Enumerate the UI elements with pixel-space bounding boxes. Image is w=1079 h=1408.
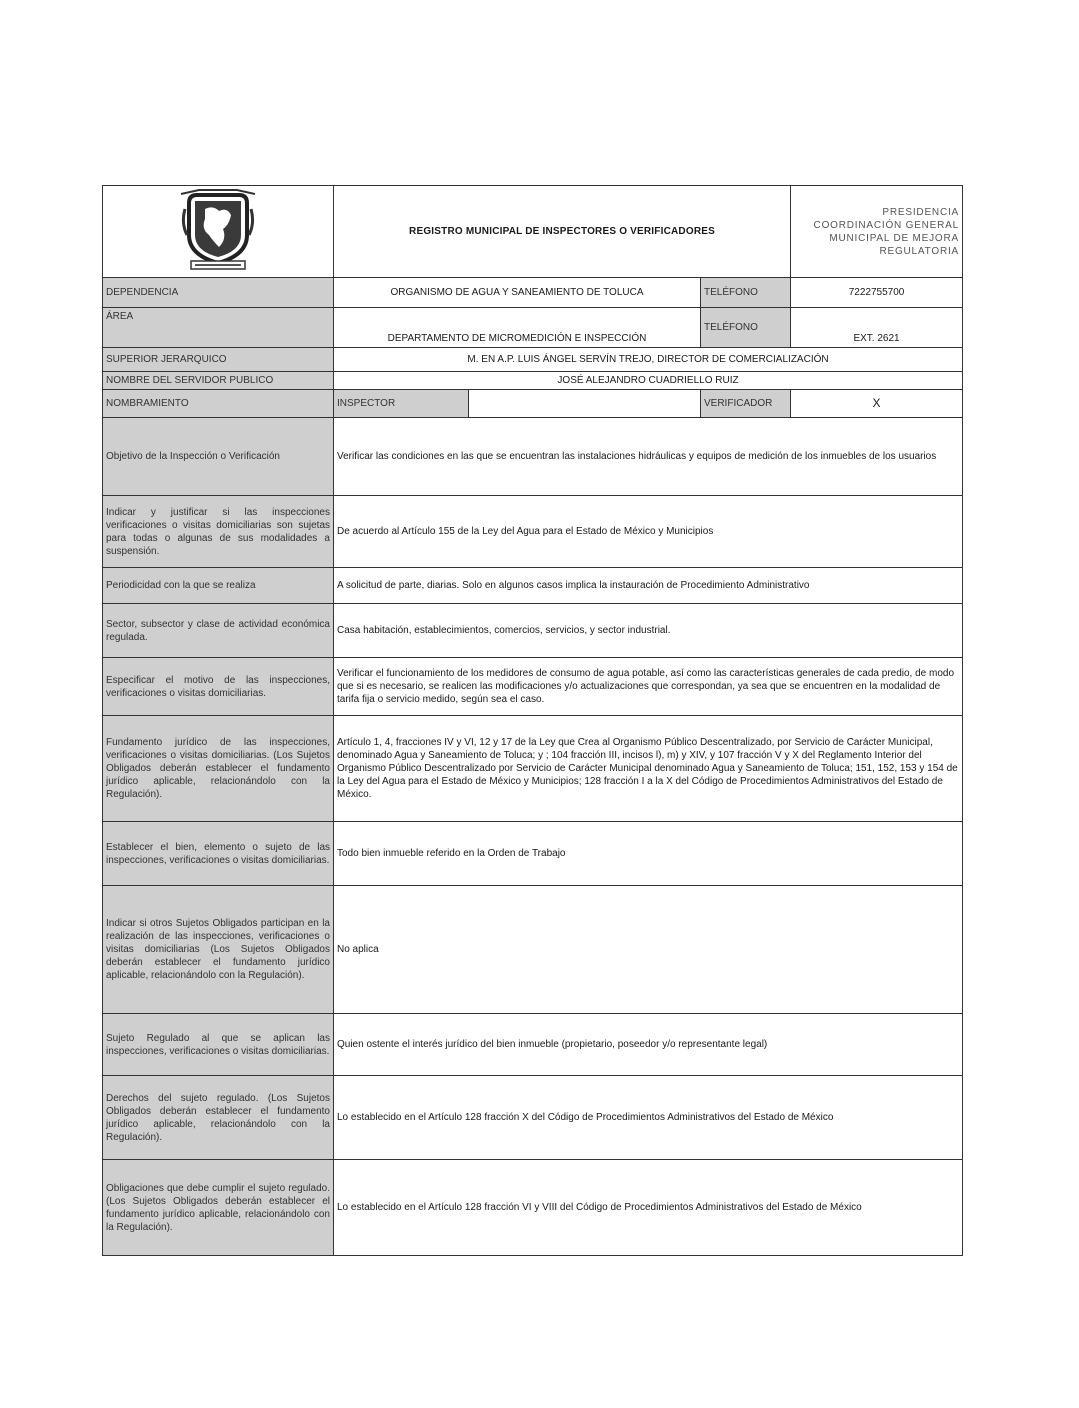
suspension-row — [103, 496, 963, 568]
inspector-value — [469, 390, 701, 418]
suspension-label: Indicar y justificar si las inspecciones verificaciones o visitas domiciliarias son sujetas para todas o algunas de sus modalidades a suspensión. — [103, 496, 334, 568]
area-label: ÁREA — [103, 308, 334, 348]
dependencia-label: DEPENDENCIA — [103, 278, 334, 308]
motivo-value: Verificar el funcionamiento de los medidores de consumo de agua potable, así como las características generales de cada predio, de modo que si es necesario, se realicen las modificaciones y/o actualizaciones que correspondan, ya sea que se encuentren en la modalidad de tarifa fija o servicio medido, según sea el caso. — [334, 658, 963, 716]
extension-value: EXT. 2621 — [791, 308, 963, 348]
form-title: REGISTRO MUNICIPAL DE INSPECTORES O VERIFICADORES — [334, 186, 791, 278]
inspector-registry-form — [102, 185, 963, 1256]
superior-label: SUPERIOR JERARQUICO — [103, 348, 334, 372]
dependencia-row — [103, 278, 963, 308]
fundamento-row — [103, 716, 963, 822]
obligaciones-row — [103, 1160, 963, 1256]
presidencia-line: MUNICIPAL DE MEJORA — [829, 232, 960, 244]
superior-value: M. EN A.P. LUIS ÁNGEL SERVÍN TREJO, DIRECTOR DE COMERCIALIZACIÓN — [334, 348, 963, 372]
otros-label: Indicar si otros Sujetos Obligados participan en la realización de las inspecciones, verificaciones o visitas domiciliarias (Los Sujetos Obligados deberán establecer el fundamento jurídico aplicable, relacionándolo con la Regulación). — [103, 886, 334, 1014]
verificador-label: VERIFICADOR — [701, 390, 791, 418]
inspector-label: INSPECTOR — [334, 390, 469, 418]
dependencia-value: ORGANISMO DE AGUA Y SANEAMIENTO DE TOLUCA — [334, 278, 701, 308]
sector-row — [103, 604, 963, 658]
derechos-row — [103, 1076, 963, 1160]
header-row — [103, 186, 963, 278]
otros-value: No aplica — [334, 886, 963, 1014]
sector-label: Sector, subsector y clase de actividad económica regulada. — [103, 604, 334, 658]
nombramiento-label: NOMBRAMIENTO — [103, 390, 334, 418]
presidencia-line: REGULATORIA — [879, 245, 960, 257]
extension-label: TELÉFONO — [701, 308, 791, 348]
bien-row — [103, 822, 963, 886]
servidor-value: JOSÉ ALEJANDRO CUADRIELLO RUIZ — [334, 372, 963, 390]
servidor-row — [103, 372, 963, 390]
area-value: DEPARTAMENTO DE MICROMEDICIÓN E INSPECCIÓN — [334, 308, 701, 348]
logo-cell — [103, 186, 334, 278]
obligaciones-value: Lo establecido en el Artículo 128 fracción VI y VIII del Código de Procedimientos Administrativos del Estado de México — [334, 1160, 963, 1256]
periodicidad-row — [103, 568, 963, 604]
servidor-label: NOMBRE DEL SERVIDOR PUBLICO — [103, 372, 334, 390]
periodicidad-label: Periodicidad con la que se realiza — [103, 568, 334, 604]
fundamento-label: Fundamento jurídico de las inspecciones, verificaciones o visitas domiciliarias. (Los Sujetos Obligados deberán establecer el fundamento jurídico aplicable, relacionándolo con la Regulación). — [103, 716, 334, 822]
verificador-value: X — [791, 390, 963, 418]
derechos-value: Lo establecido en el Artículo 128 fracción X del Código de Procedimientos Administrativos del Estado de México — [334, 1076, 963, 1160]
presidencia-block — [791, 186, 963, 278]
suspension-value: De acuerdo al Artículo 155 de la Ley del Agua para el Estado de México y Municipios — [334, 496, 963, 568]
objetivo-label: Objetivo de la Inspección o Verificación — [103, 418, 334, 496]
otros-row — [103, 886, 963, 1014]
superior-row — [103, 348, 963, 372]
area-row — [103, 308, 963, 348]
objetivo-value: Verificar las condiciones en las que se encuentran las instalaciones hidráulicas y equipos de medición de los inmuebles de los usuarios — [334, 418, 963, 496]
fundamento-value: Artículo 1, 4, fracciones IV y VI, 12 y 17 de la Ley que Crea al Organismo Público Descentralizado, por Servicio de Carácter Municipal, denominado Agua y Saneamiento de Toluca; y ; 104 fracción III, incisos l), m) y XIV, y 107 fracción V y X del Reglamento Interior del Organismo Público Descentralizado por Servicio de Carácter Municipal denominado Agua y Saneamiento de Toluca; 151, 152, 153 y 154 de la Ley del Agua para el Estado de México y Municipios; 128 fracción I a la X del Código de Procedimientos Administrativos del Estado de México. — [334, 716, 963, 822]
objetivo-row — [103, 418, 963, 496]
motivo-label: Especificar el motivo de las inspecciones, verificaciones o visitas domiciliarias. — [103, 658, 334, 716]
sujeto-value: Quien ostente el interés jurídico del bien inmueble (propietario, poseedor y/o representante legal) — [334, 1014, 963, 1076]
presidencia-line: PRESIDENCIA — [882, 206, 960, 218]
obligaciones-label: Obligaciones que debe cumplir el sujeto regulado. (Los Sujetos Obligados deberán establecer el fundamento jurídico aplicable, relacionándolo con la Regulación). — [103, 1160, 334, 1256]
sujeto-label: Sujeto Regulado al que se aplican las inspecciones, verificaciones o visitas domiciliarias. — [103, 1014, 334, 1076]
periodicidad-value: A solicitud de parte, diarias. Solo en algunos casos implica la instauración de Procedimiento Administrativo — [334, 568, 963, 604]
bien-label: Establecer el bien, elemento o sujeto de las inspecciones, verificaciones o visitas domiciliarias. — [103, 822, 334, 886]
telefono-value: 7222755700 — [791, 278, 963, 308]
derechos-label: Derechos del sujeto regulado. (Los Sujetos Obligados deberán establecer el fundamento jurídico aplicable, relacionándolo con la Regulación). — [103, 1076, 334, 1160]
nombramiento-row — [103, 390, 963, 418]
sujeto-row — [103, 1014, 963, 1076]
telefono-label: TELÉFONO — [701, 278, 791, 308]
presidencia-line: COORDINACIÓN GENERAL — [813, 219, 960, 231]
bien-value: Todo bien inmueble referido en la Orden de Trabajo — [334, 822, 963, 886]
coat-of-arms-icon — [179, 189, 257, 271]
sector-value: Casa habitación, establecimientos, comercios, servicios, y sector industrial. — [334, 604, 963, 658]
motivo-row — [103, 658, 963, 716]
